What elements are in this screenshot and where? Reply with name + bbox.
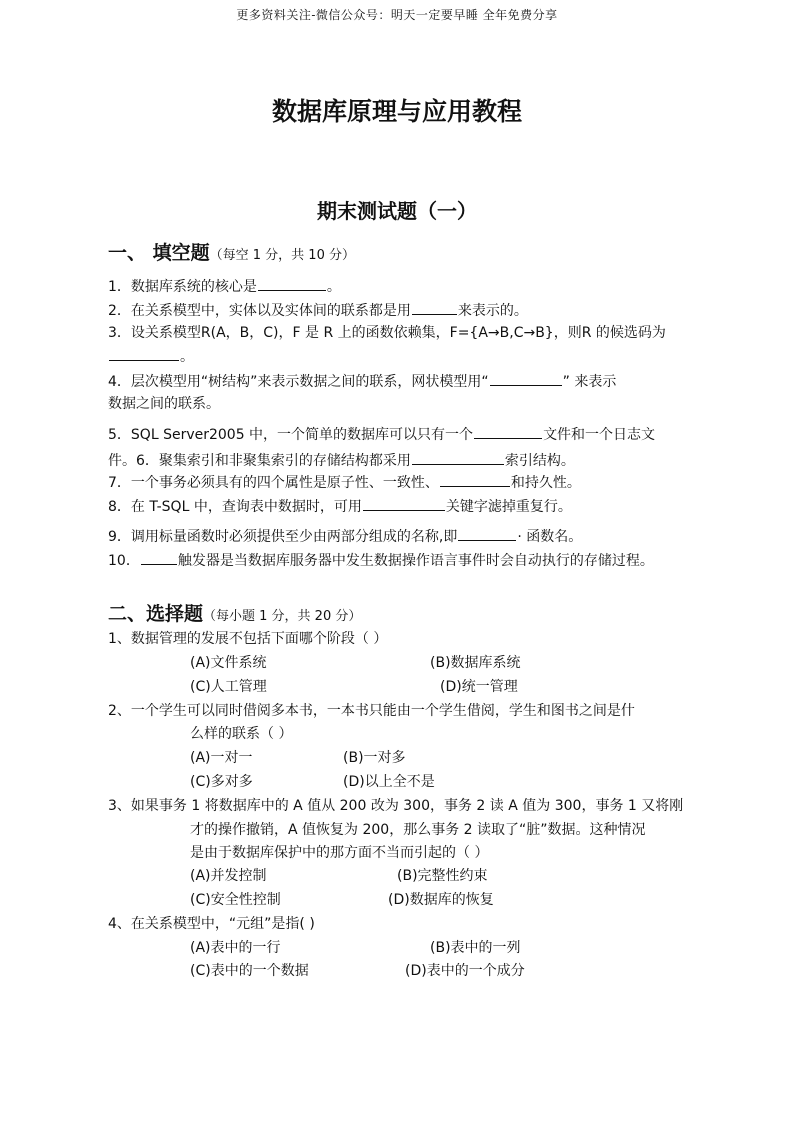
section-fill-in-title: 一、 填空题 [108, 242, 210, 264]
choice-option: (A)文件系统 [190, 655, 267, 671]
section-choice-heading [108, 599, 361, 626]
question-text: 数据之间的联系。 [108, 396, 220, 412]
question-text: 9．调用标量函数时必须提供至少由两部分组成的名称,即 [108, 529, 458, 545]
fill-question-8 [108, 496, 572, 517]
question-text: 8．在 T-SQL 中，查询表中数据时，可用 [108, 499, 362, 515]
choice-option: (B)一对多 [343, 750, 406, 766]
choice-option: (C)表中的一个数据 [190, 963, 309, 979]
fill-question-3 [108, 323, 666, 343]
choice-option: (C)人工管理 [190, 679, 267, 695]
section-choice-scoring: （每小题 1 分，共 20 分） [203, 609, 362, 624]
document-title: 数据库原理与应用教程 [271, 97, 522, 126]
question-text: 。 [326, 279, 341, 295]
fill-question-4 [108, 371, 616, 392]
choice-option: (B)数据库系统 [430, 655, 521, 671]
question-text: 5．SQL Server2005 中，一个简单的数据库可以只有一个 [108, 427, 474, 443]
question-text: 件。 [108, 453, 136, 469]
question-text: 文件和一个日志文 [543, 427, 656, 443]
choice-question-3-stem: 3、如果事务 1 将数据库中的 A 值从 200 改为 300，事务 2 读 A 值为 300，事务 1 又将刚 [108, 798, 684, 814]
choice-option: (D)表中的一个成分 [405, 963, 525, 979]
choice-option: (D)以上全不是 [343, 774, 435, 790]
question-text: 。 [180, 349, 194, 365]
question-text: 6．聚集索引和非聚集索引的存储结构都采用 [136, 453, 411, 469]
choice-question-2-stem-continued: 么样的联系（ ） [190, 726, 293, 742]
question-text: 10． [108, 553, 140, 569]
section-fill-in-heading [108, 238, 355, 265]
choice-option: (B)表中的一列 [430, 940, 521, 956]
question-text: 和持久性。 [510, 475, 581, 491]
choice-option: (D)数据库的恢复 [388, 892, 494, 908]
question-text: 1．数据库系统的核心是 [108, 279, 257, 295]
answer-blank [412, 450, 504, 465]
question-text: 7．一个事务必须具有的四个属性是原子性、一致性、 [108, 475, 439, 491]
answer-blank [490, 371, 562, 386]
answer-blank [474, 424, 542, 439]
question-text: 触发器是当数据库服务器中发生数据操作语言事件时会自动执行的存储过程。 [177, 553, 654, 569]
answer-blank [258, 276, 326, 291]
fill-question-1 [108, 276, 341, 297]
question-text: 关键字滤掉重复行。 [445, 499, 572, 515]
question-text: 3．设关系模型R(A，B，C)，F 是 R 上的函数依赖集，F={A→B,C→B}，则R 的候选码为 [108, 325, 666, 341]
answer-blank [141, 550, 177, 565]
answer-blank [412, 300, 457, 315]
fill-question-5 [108, 424, 655, 445]
answer-blank [363, 496, 445, 511]
section-choice-title: 二、选择题 [108, 603, 204, 625]
choice-option: (D)统一管理 [440, 679, 518, 695]
header-banner: 更多资料关注-微信公众号：明天一定要早睡 全年免费分享 [236, 8, 558, 22]
question-text: ” 来表示 [562, 374, 617, 390]
choice-question-1-stem: 1、数据管理的发展不包括下面哪个阶段（ ） [108, 631, 388, 647]
question-text: 2．在关系模型中，实体以及实体间的联系都是用 [108, 303, 411, 319]
answer-blank [458, 526, 516, 541]
exam-title: 期末测试题（一） [317, 199, 477, 223]
choice-option: (A)一对一 [190, 750, 253, 766]
section-fill-in-scoring: （每空 1 分，共 10 分） [209, 248, 355, 263]
choice-option: (A)并发控制 [190, 868, 267, 884]
choice-question-3-stem-continued: 才的操作撤销，A 值恢复为 200，那么事务 2 读取了“脏”数据。这种情况 [190, 822, 646, 838]
fill-question-10 [108, 550, 654, 571]
choice-question-3-stem-continued: 是由于数据库保护中的那方面不当而引起的（ ） [190, 845, 489, 861]
question-text: 4．层次模型用“树结构”来表示数据之间的联系，网状模型用“ [108, 374, 489, 390]
fill-question-9 [108, 526, 582, 547]
choice-option: (C)安全性控制 [190, 892, 281, 908]
answer-blank [440, 472, 510, 487]
fill-question-7 [108, 472, 581, 493]
fill-question-3-continued [108, 346, 194, 367]
question-text: 索引结构。 [504, 453, 575, 469]
choice-option: (B)完整性约束 [397, 868, 488, 884]
fill-question-4-continued [108, 394, 220, 414]
fill-question-5-6 [108, 450, 575, 471]
question-text: · 函数名。 [517, 529, 583, 545]
choice-question-4-stem: 4、在关系模型中，“元组”是指( ) [108, 916, 315, 932]
choice-question-2-stem: 2、一个学生可以同时借阅多本书，一本书只能由一个学生借阅，学生和图书之间是什 [108, 703, 635, 719]
answer-blank [109, 346, 179, 361]
question-text: 来表示的。 [457, 303, 528, 319]
choice-option: (A)表中的一行 [190, 940, 281, 956]
choice-option: (C)多对多 [190, 774, 253, 790]
fill-question-2 [108, 300, 528, 321]
